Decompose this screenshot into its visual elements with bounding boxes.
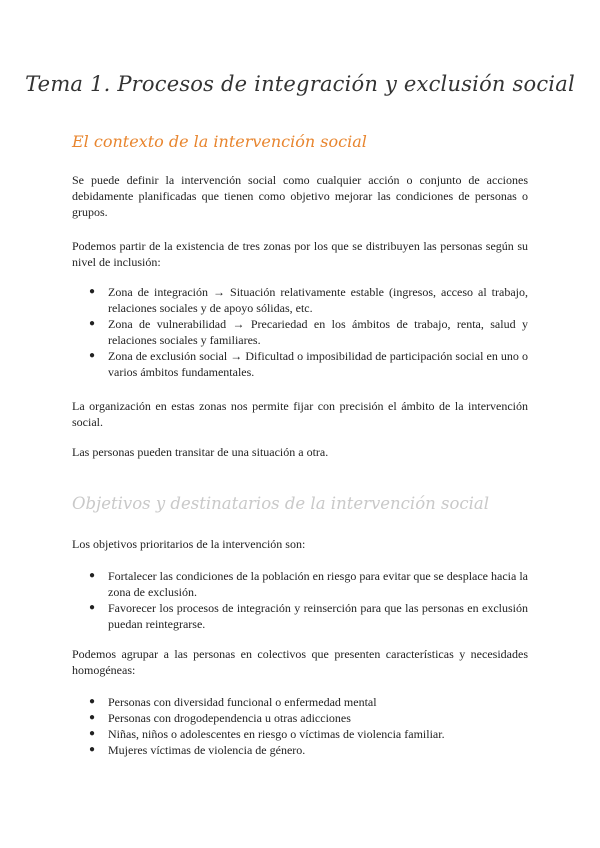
list-item: ● Zona de vulnerabilidad → Precariedad en los ámbitos de trabajo, renta, salud y relaciones sociales y familiares. <box>89 317 528 347</box>
section-heading-context: El contexto de la intervención social <box>72 132 367 151</box>
bullet-icon: ● <box>89 286 96 297</box>
list-item: ● Favorecer los procesos de integración y reinserción para que las personas en exclusión puedan reintegrarse. <box>89 601 528 631</box>
groups-list <box>72 694 528 758</box>
section-heading-objectives: Objetivos y destinatarios de la intervención social <box>72 494 490 513</box>
list-item: ● Zona de exclusión social → Dificultad o imposibilidad de participación social en uno o varios ámbitos fundamentales. <box>89 349 528 379</box>
list-item: ● Fortalecer las condiciones de la población en riesgo para evitar que se desplace hacia la zona de exclusión. <box>89 569 528 599</box>
bullet-icon: ● <box>89 728 96 739</box>
paragraph-zones-intro: Podemos partir de la existencia de tres zonas por los que se distribuyen las personas según su nivel de inclusión: <box>72 239 528 269</box>
zones-list <box>72 284 528 380</box>
paragraph-groups-intro: Podemos agrupar a las personas en colectivos que presenten características y necesidades homogéneas: <box>72 647 528 677</box>
document-title: Tema 1. Procesos de integración y exclusión social <box>25 72 575 96</box>
bullet-icon: ● <box>89 318 96 329</box>
paragraph-organization: La organización en estas zonas nos permite fijar con precisión el ámbito de la intervención social. <box>72 399 528 429</box>
paragraph-transit: Las personas pueden transitar de una situación a otra. <box>72 445 329 459</box>
bullet-icon: ● <box>89 744 96 755</box>
list-item: ● Niñas, niños o adolescentes en riesgo o víctimas de violencia familiar. <box>89 727 445 741</box>
bullet-icon: ● <box>89 570 96 581</box>
paragraph-objectives-intro: Los objetivos prioritarios de la intervención son: <box>72 537 306 551</box>
objectives-list <box>72 568 528 632</box>
bullet-icon: ● <box>89 712 96 723</box>
list-item: ● Mujeres víctimas de violencia de género. <box>89 743 306 757</box>
list-item: ● Zona de integración → Situación relativamente estable (ingresos, acceso al trabajo, relaciones sociales y de apoyo sólidas, etc. <box>89 285 528 315</box>
list-item: ● Personas con diversidad funcional o enfermedad mental <box>89 695 377 709</box>
bullet-icon: ● <box>89 602 96 613</box>
paragraph-definition: Se puede definir la intervención social como cualquier acción o conjunto de acciones debidamente planificadas que tienen como objetivo mejorar las condiciones de personas o grupos. <box>72 173 528 219</box>
bullet-icon: ● <box>89 350 96 361</box>
bullet-icon: ● <box>89 696 96 707</box>
list-item: ● Personas con drogodependencia u otras adicciones <box>89 711 351 725</box>
